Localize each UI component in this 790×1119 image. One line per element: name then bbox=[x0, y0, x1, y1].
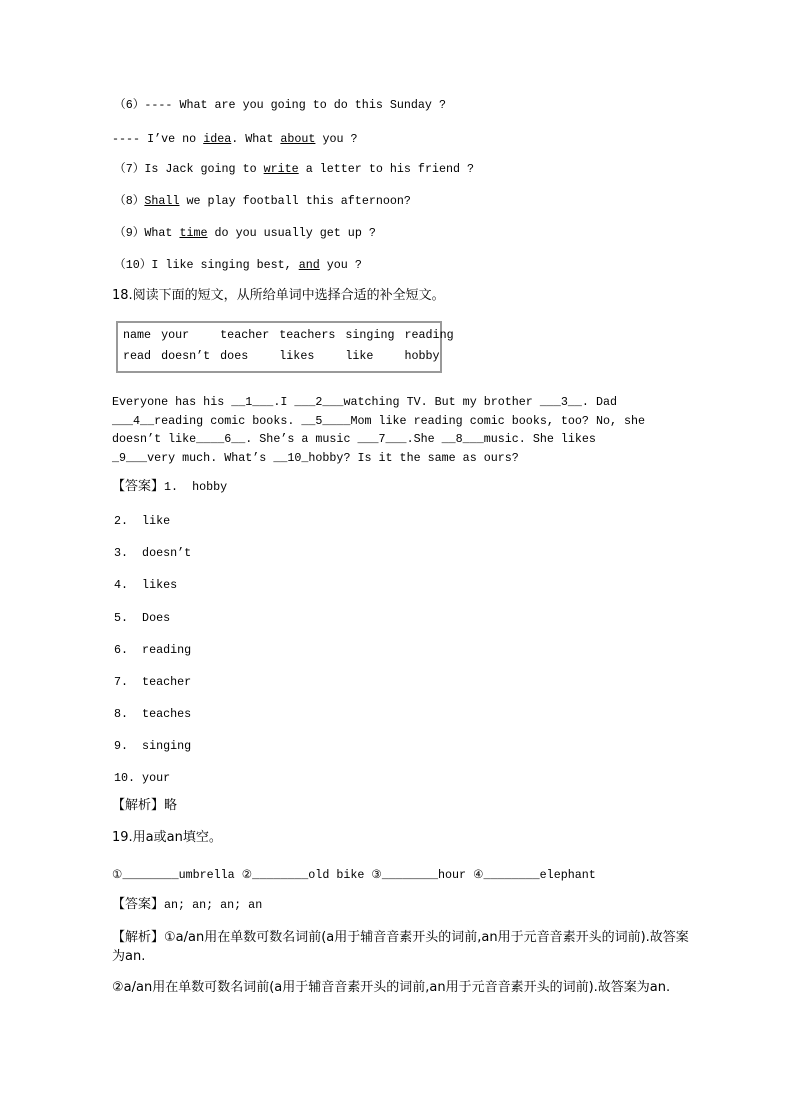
answer-item: 3. doesn’t bbox=[114, 546, 192, 560]
text: ---- I’ve no bbox=[112, 132, 204, 146]
q19-analysis-1 bbox=[112, 928, 692, 966]
text: we play football this afternoon? bbox=[179, 194, 411, 208]
question-8 bbox=[114, 193, 411, 209]
word: doesn’t bbox=[161, 349, 211, 363]
underlined-word: about bbox=[280, 132, 316, 146]
question-9 bbox=[114, 225, 376, 241]
answer-item: 1. hobby bbox=[164, 480, 228, 494]
analysis-label: 【解析】 bbox=[112, 930, 165, 945]
text: do you usually get up ? bbox=[207, 226, 376, 240]
question-text: （6）---- What are you going to do this Sunday ? bbox=[114, 98, 446, 112]
passage-line: ___4__reading comic books. __5____Mom like reading comic books, too? No, she bbox=[112, 414, 646, 428]
word: does bbox=[220, 349, 249, 363]
answer-label: 【答案】 bbox=[112, 479, 165, 494]
question-7 bbox=[114, 161, 474, 177]
answer-item: 6. reading bbox=[114, 643, 192, 657]
underlined-word: Shall bbox=[144, 194, 180, 208]
text: you ? bbox=[315, 132, 358, 146]
answer-text: an; an; an; an bbox=[164, 898, 263, 912]
word: teacher bbox=[220, 328, 270, 342]
answer-item: 7. teacher bbox=[114, 675, 192, 689]
text: （7）Is Jack going to bbox=[114, 162, 264, 176]
text: . What bbox=[231, 132, 281, 146]
text: （10）I like singing best, bbox=[114, 258, 299, 272]
underlined-word: idea bbox=[203, 132, 232, 146]
word: reading bbox=[404, 328, 454, 342]
q19-title: 19.用a或an填空。 bbox=[112, 830, 222, 845]
answer-item: 8. teaches bbox=[114, 707, 192, 721]
word: name bbox=[123, 328, 152, 342]
analysis-line bbox=[112, 798, 177, 814]
underlined-word: and bbox=[298, 258, 320, 272]
text: （9）What bbox=[114, 226, 180, 240]
word: your bbox=[161, 328, 190, 342]
word: like bbox=[345, 349, 374, 363]
word: singing bbox=[345, 328, 395, 342]
word: teachers bbox=[279, 328, 336, 342]
passage-line: doesn’t like____6__. She’s a music ___7___.She __8___music. She likes bbox=[112, 432, 596, 446]
analysis-label: 【解析】 bbox=[112, 798, 165, 813]
word: likes bbox=[279, 349, 315, 363]
analysis-text: ①a/an用在单数可数名词前(a用于辅音音素开头的词前,an用于元音音素开头的词前).故答案为an. bbox=[112, 930, 689, 964]
word: read bbox=[123, 349, 152, 363]
q18-title: 18.阅读下面的短文，从所给单词中选择合适的补全短文。 bbox=[112, 288, 445, 303]
answer-item: 9. singing bbox=[114, 739, 192, 753]
q19-analysis-2: ②a/an用在单数可数名词前(a用于辅音音素开头的词前,an用于元音音素开头的词前).故答案为an. bbox=[112, 980, 671, 995]
word-bank bbox=[116, 321, 454, 373]
answer-item: 5. Does bbox=[114, 611, 171, 625]
question-10 bbox=[114, 257, 362, 273]
passage-line: _9___very much. What’s __10_hobby? Is it the same as ours? bbox=[112, 451, 519, 465]
answer-line bbox=[112, 479, 227, 495]
underlined-word: time bbox=[179, 226, 208, 240]
answer-label: 【答案】 bbox=[112, 897, 165, 912]
question-6 bbox=[114, 97, 446, 113]
analysis-text: 略 bbox=[164, 798, 178, 813]
passage-line: Everyone has his __1___.I ___2___watching TV. But my brother ___3__. Dad bbox=[112, 395, 617, 409]
answer-item: 4. likes bbox=[114, 578, 178, 592]
text: （8） bbox=[114, 194, 145, 208]
word: hobby bbox=[404, 349, 440, 363]
q19-answer bbox=[112, 897, 262, 913]
underlined-word: write bbox=[263, 162, 299, 176]
text: a letter to his friend ? bbox=[298, 162, 475, 176]
answer-item: 10. your bbox=[114, 771, 171, 785]
text: you ? bbox=[319, 258, 362, 272]
q19-blanks: ①________umbrella ②________old bike ③________hour ④________elephant bbox=[112, 868, 596, 882]
answer-item: 2. like bbox=[114, 514, 171, 528]
question-6-reply bbox=[112, 131, 358, 147]
